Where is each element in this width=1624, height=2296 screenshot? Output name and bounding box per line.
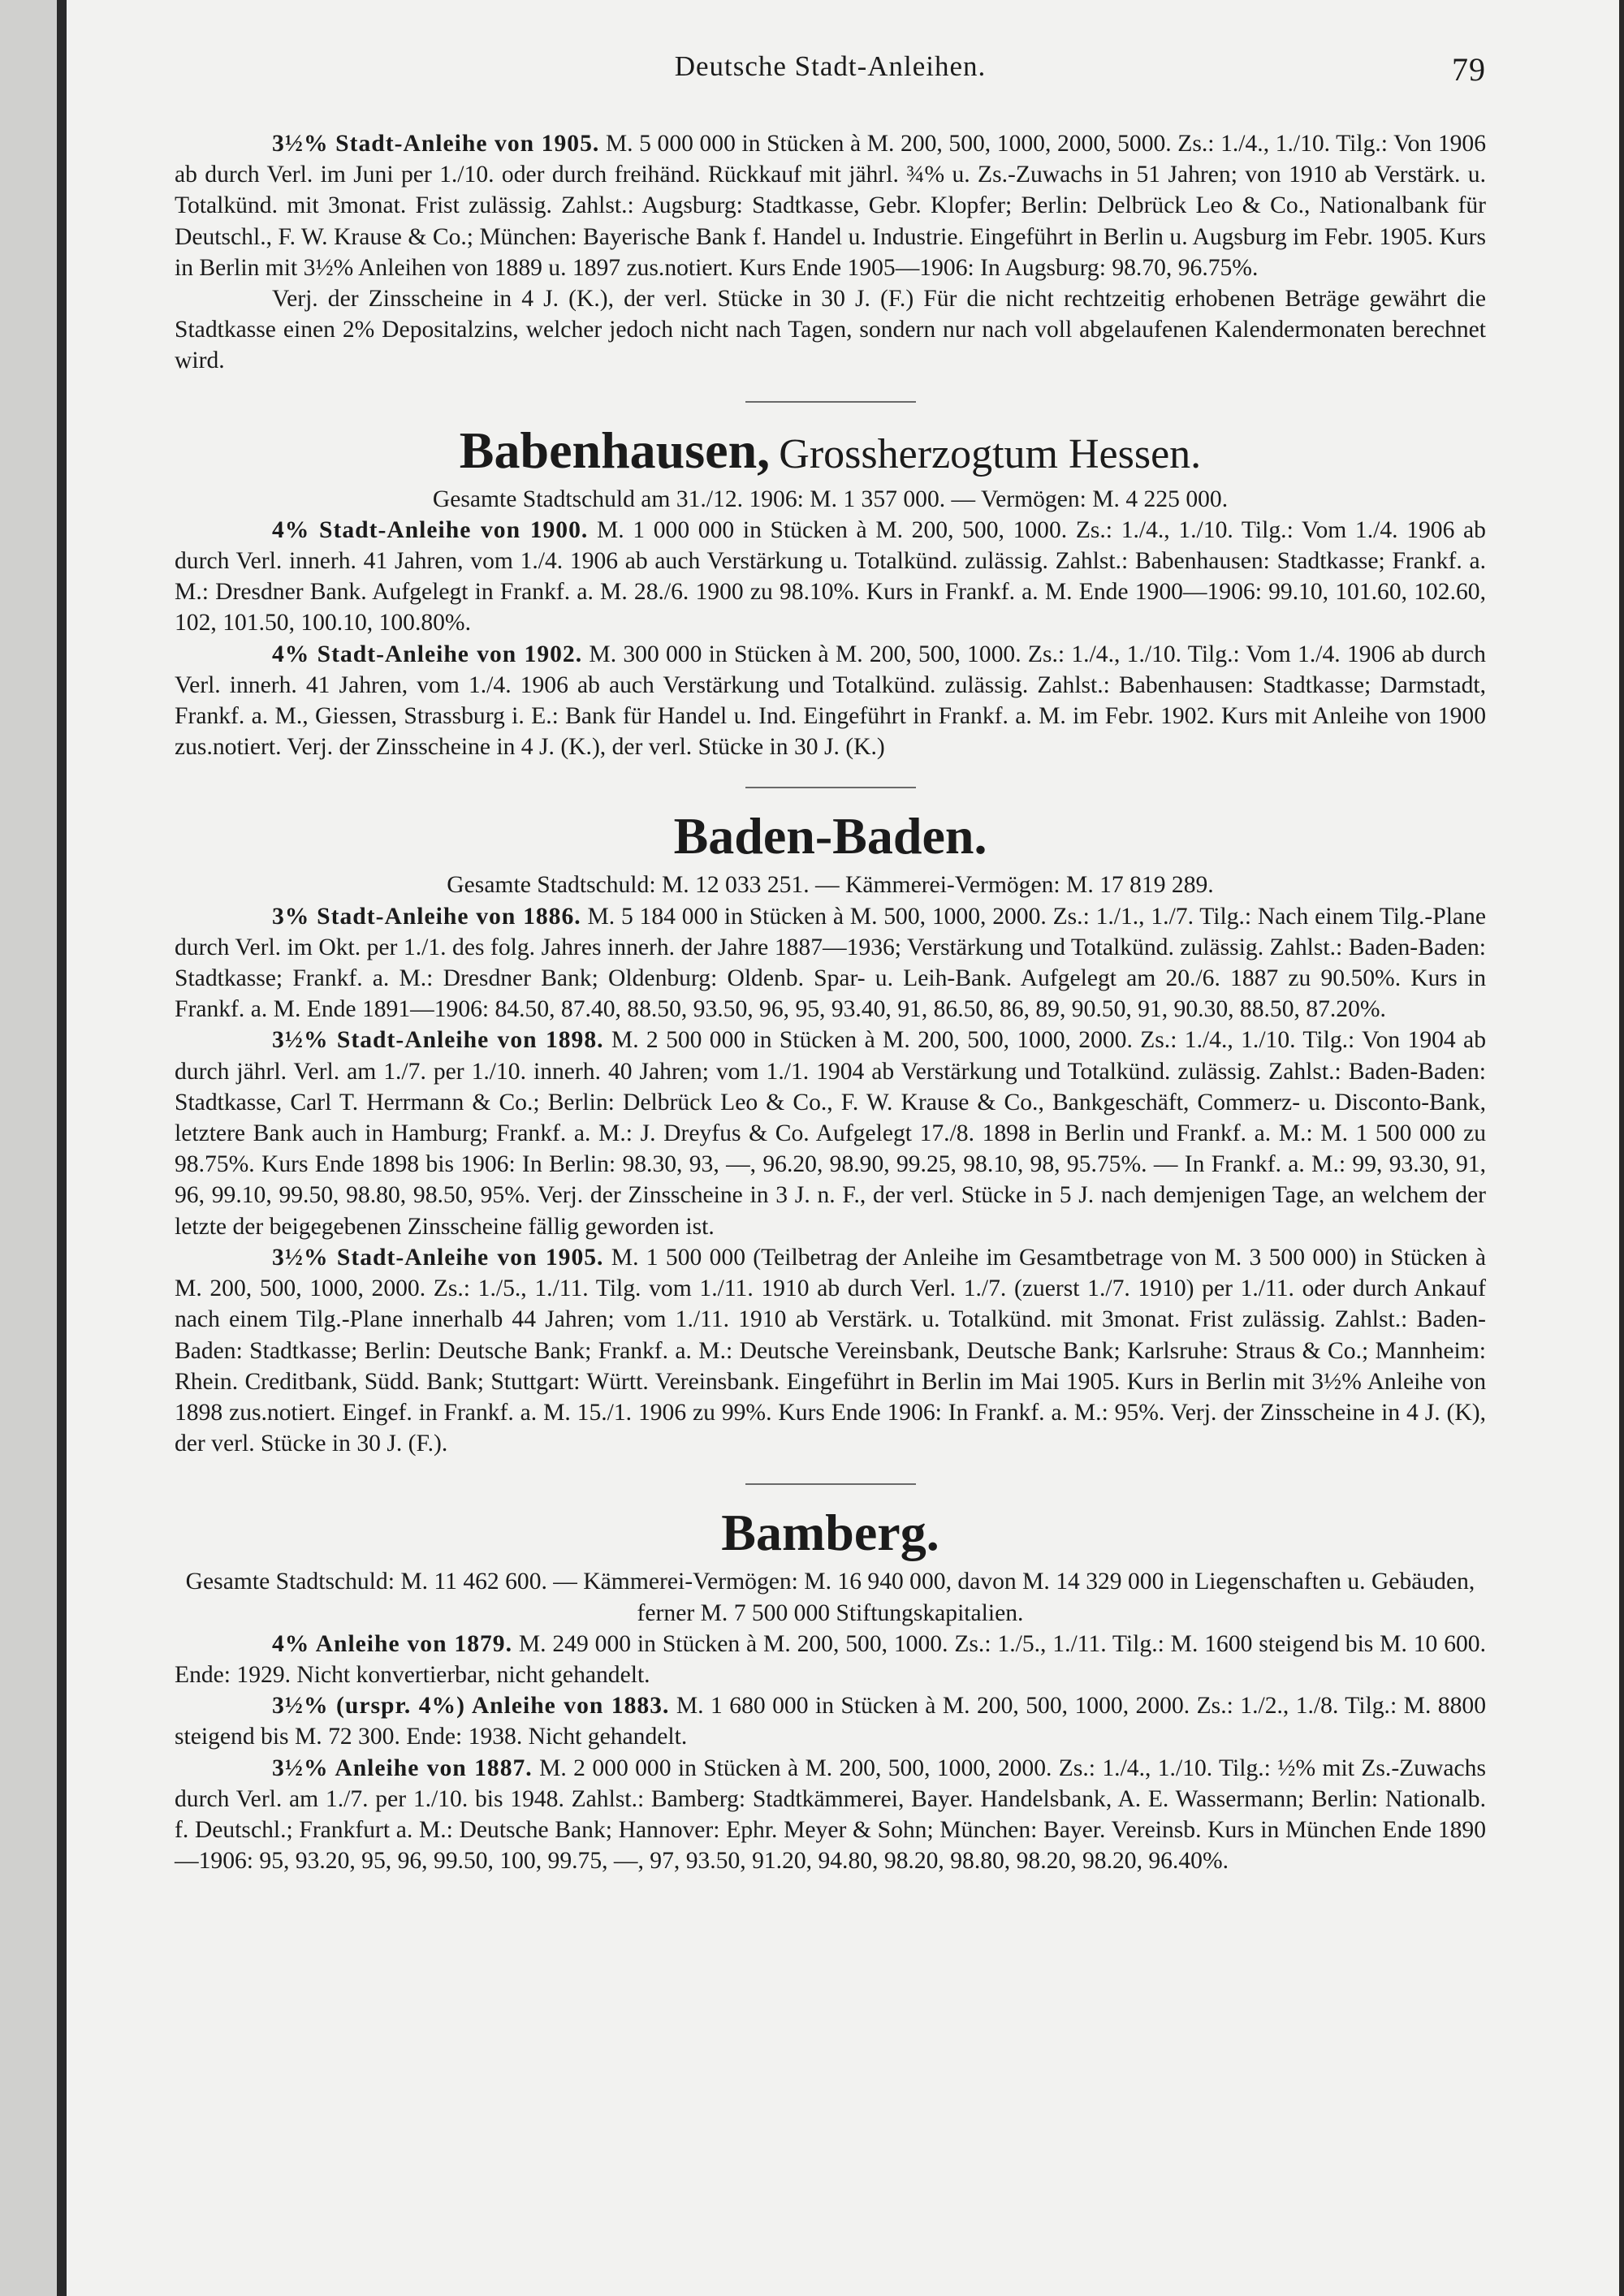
bond-details: M. 1 680 000 in Stücken à M. 200, 500, 1000, 2000. Zs.: 1./2., 1./8. Tilg.: M. 8800 steigend bis M. 72 300. Ende: 1938. Nicht gehandelt. <box>175 1693 1486 1750</box>
bond-title: 3% Stadt-Anleihe von 1886. <box>272 903 581 930</box>
bond-details: M. 300 000 in Stücken à M. 200, 500, 1000. Zs.: 1./4., 1./10. Tilg.: Vom 1./4. 1906 ab durch Verl. innerh. 41 Jahren, vom 1./4. 1906 ab auch Verstärkung und Totalkünd. zulässig. Zahlst.: Babenhausen: Stadtkasse; Darmstadt, Frankf. a. M., Giessen, Strassburg i. E.: Bank für Handel u. Ind. Eingeführt in Frankf. a. M. im Febr. 1902. Kurs mit Anleihe von 1900 zus.notiert. Verj. der Zinsscheine in 4 J. (K.), der verl. Stücke in 30 J. (K.) <box>175 641 1486 761</box>
section-divider <box>745 1483 916 1485</box>
city-debt-summary: Gesamte Stadtschuld: M. 12 033 251. — Kämmerei-Vermögen: M. 17 819 289. <box>447 872 1214 899</box>
bond-details: M. 2 500 000 in Stücken à M. 200, 500, 1000, 2000. Zs.: 1./4., 1./10. Tilg.: Von 1904 ab durch jährl. Verl. am 1./7. per 1./10. innerh. 40 Jahren; vom 1./1. 1904 ab Verstärkung und Totalkünd. zulässig. Zahlst.: Baden-Baden: Stadtkasse, Carl T. Herrmann & Co.; Berlin: Delbrück Leo & Co., F. W. Krause & Co., Bankgeschäft, Commerz- u. Disconto-Bank, letztere Bank auch in Hamburg; Frankf. a. M.: J. Dreyfus & Co. Aufgelegt 17./8. 1898 in Berlin und Frankf. a. M.: M. 1 500 000 zu 98.75%. Kurs Ende 1898 bis 1906: In Berlin: 98.30, 93, —, 96.20, 98.90, 99.25, 98.10, 98, 95.75%. — In Frankf. a. M.: 99, 93.30, 91, 96, 99.10, 99.50, 98.80, 98.50, 95%. Verj. der Zinsscheine in 3 J. n. F., der verl. Stücke in 5 J. nach demjenigen Tage, an welchem der letzte der beigegebenen Zinsscheine fällig geworden ist. <box>175 1027 1486 1240</box>
bond-entry <box>175 1025 1486 1241</box>
city-debt-summary: Gesamte Stadtschuld am 31./12. 1906: M. 1 357 000. — Vermögen: M. 4 225 000. <box>432 486 1229 512</box>
bond-title: 3½% Stadt-Anleihe von 1905. <box>272 1244 604 1271</box>
bond-entry <box>175 128 1486 283</box>
section-divider <box>745 787 916 788</box>
bond-details: M. 249 000 in Stücken à M. 200, 500, 1000. Zs.: 1./5., 1./11. Tilg.: M. 1600 steigend bis M. 10 600. Ende: 1929. Nicht konvertierbar, nicht gehandelt. <box>175 1630 1486 1688</box>
bond-title: 3½% (urspr. 4%) Anleihe von 1883. <box>272 1693 670 1720</box>
bond-title: 3½% Anleihe von 1887. <box>272 1754 533 1781</box>
bond-title: 3½% Stadt-Anleihe von 1905. <box>272 131 600 157</box>
bond-entry <box>175 901 1486 1025</box>
bond-title: 4% Stadt-Anleihe von 1900. <box>272 516 589 543</box>
bond-entry <box>175 1753 1486 1877</box>
city-heading-bamberg <box>175 1504 1486 1566</box>
bond-title: 4% Anleihe von 1879. <box>272 1630 512 1657</box>
bond-entry <box>175 515 1486 639</box>
bond-entry <box>175 1242 1486 1459</box>
bond-entry <box>175 1690 1486 1752</box>
running-header <box>175 50 1486 91</box>
bond-details: M. 1 500 000 (Teilbetrag der Anleihe im Gesamtbetrage von M. 3 500 000) in Stücken à M. 200, 500, 1000, 2000. Zs.: 1./5., 1./11. Tilg. vom 1./11. 1910 ab durch Verl. 1./7. (zuerst 1./7. 1910) per 1./11. oder durch Ankauf nach einem Tilg.-Plane innerhalb 44 Jahren; vom 1./11. 1910 ab Verstärk. u. Totalkünd. mit 3monat. Frist zulässig. Zahlst.: Baden-Baden: Stadtkasse; Berlin: Deutsche Bank; Frankf. a. M.: Deutsche Vereinsbank, Deutsche Bank; Karlsruhe: Straus & Co.; Mannheim: Rhein. Creditbank, Südd. Bank; Stuttgart: Württ. Vereinsbank. Eingeführt in Berlin im Mai 1905. Kurs in Berlin mit 3½% Anleihe von 1898 zus.notiert. Eingef. in Frankf. a. M. 15./1. 1906 zu 99%. Kurs Ende 1906: In Frankf. a. M.: 95%. Verj. der Zinsscheine in 4 J. (K), der verl. Stücke in 30 J. (F.). <box>175 1244 1486 1457</box>
bond-title: 4% Stadt-Anleihe von 1902. <box>272 641 583 667</box>
bond-note <box>175 283 1486 377</box>
section-divider <box>745 401 916 403</box>
city-heading-babenhausen <box>175 422 1486 484</box>
bond-details: M. 5 184 000 in Stücken à M. 500, 1000, 2000. Zs.: 1./1., 1./7. Tilg.: Nach einem Tilg.-Plane durch Verl. im Okt. per 1./1. des folg. Jahres innerh. der Jahre 1887—1936; Verstärkung und Totalkünd. zulässig. Zahlst.: Baden-Baden: Stadtkasse; Frankf. a. M.: Dresdner Bank; Oldenburg: Oldenb. Spar- u. Leih-Bank. Aufgelegt am 20./6. 1887 zu 90.50%. Kurs in Frankf. a. M. Ende 1891—1906: 84.50, 87.40, 88.50, 93.50, 96, 95, 93.40, 91, 86.50, 86, 89, 90.50, 91, 90.30, 88.50, 87.20%. <box>175 903 1486 1023</box>
bond-title: 3½% Stadt-Anleihe von 1898. <box>272 1027 604 1054</box>
city-name: Babenhausen, <box>459 421 771 479</box>
city-region: Grossherzogtum Hessen. <box>779 430 1202 477</box>
city-debt-summary: Gesamte Stadtschuld: M. 11 462 600. — Kämmerei-Vermögen: M. 16 940 000, davon M. 14 329 000 in Liegenschaften u. Gebäuden, ferner M. 7 500 000 Stiftungskapitalien. <box>185 1569 1475 1626</box>
page-number: 79 <box>1452 51 1486 88</box>
page-edge <box>1619 0 1624 2296</box>
bond-entry <box>175 1629 1486 1690</box>
bond-details: M. 2 000 000 in Stücken à M. 200, 500, 1000, 2000. Zs.: 1./4., 1./10. Tilg.: ½% mit Zs.-Zuwachs durch Verl. am 1./7. per 1./10. bis 1948. Zahlst.: Bamberg: Stadtkämmerei, Bayer. Handelsbank, A. E. Wassermann; Berlin: Nationalb. f. Deutschl.; Frankfurt a. M.: Deutsche Bank; Hannover: Ephr. Meyer & Sohn; München: Bayer. Vereinsb. Kurs in München Ende 1890—1906: 95, 93.20, 95, 96, 99.50, 100, 99.75, —, 97, 93.50, 91.20, 94.80, 98.20, 98.80, 98.20, 98.20, 96.40%. <box>175 1754 1486 1875</box>
running-head-title: Deutsche Stadt-Anleihen. <box>674 50 987 82</box>
city-heading-baden-baden <box>175 808 1486 870</box>
city-name: Bamberg. <box>721 1504 939 1562</box>
scan-margin <box>0 0 57 2296</box>
bond-details: M. 1 000 000 in Stücken à M. 200, 500, 1000. Zs.: 1./4., 1./10. Tilg.: Vom 1./4. 1906 ab durch Verl. innerh. 41 Jahren, vom 1./4. 1906 ab auch Verstärkung u. Totalkünd. zulässig. Zahlst.: Babenhausen: Stadtkasse; Frankf. a. M.: Dresdner Bank. Aufgelegt in Frankf. a. M. 28./6. 1900 zu 98.10%. Kurs in Frankf. a. M. Ende 1900—1906: 99.10, 101.60, 102.60, 102, 101.50, 100.10, 100.80%. <box>175 516 1486 637</box>
binding-edge <box>57 0 67 2296</box>
bond-details: M. 5 000 000 in Stücken à M. 200, 500, 1000, 2000, 5000. Zs.: 1./4., 1./10. Tilg.: Von 1906 ab durch Verl. im Juni per 1./10. oder durch freihänd. Rückkauf mit jährl. ¾% u. Zs.-Zuwachs in 51 Jahren; von 1910 ab Verstärk. u. Totalkünd. mit 3monat. Frist zulässig. Zahlst.: Augsburg: Stadtkasse, Gebr. Klopfer; Berlin: Delbrück Leo & Co., Nationalbank für Deutschl., F. W. Krause & Co.; München: Bayerische Bank f. Handel u. Industrie. Eingeführt in Berlin u. Augsburg im Febr. 1905. Kurs in Berlin mit 3½% Anleihen von 1889 u. 1897 zus.notiert. Kurs Ende 1905—1906: In Augsburg: 98.70, 96.75%. <box>175 131 1487 281</box>
page-body <box>175 128 1486 1876</box>
city-name: Baden-Baden. <box>673 807 987 865</box>
bond-note-text: Verj. der Zinsscheine in 4 J. (K.), der verl. Stücke in 30 J. (F.) Für die nicht rechtzeitig erhobenen Beträge gewährt die Stadtkasse einen 2% Depositalzins, welcher jedoch nicht nach Tagen, sondern nur nach voll abgelaufenen Kalendermonaten berechnet wird. <box>175 286 1486 374</box>
bond-entry <box>175 639 1486 763</box>
